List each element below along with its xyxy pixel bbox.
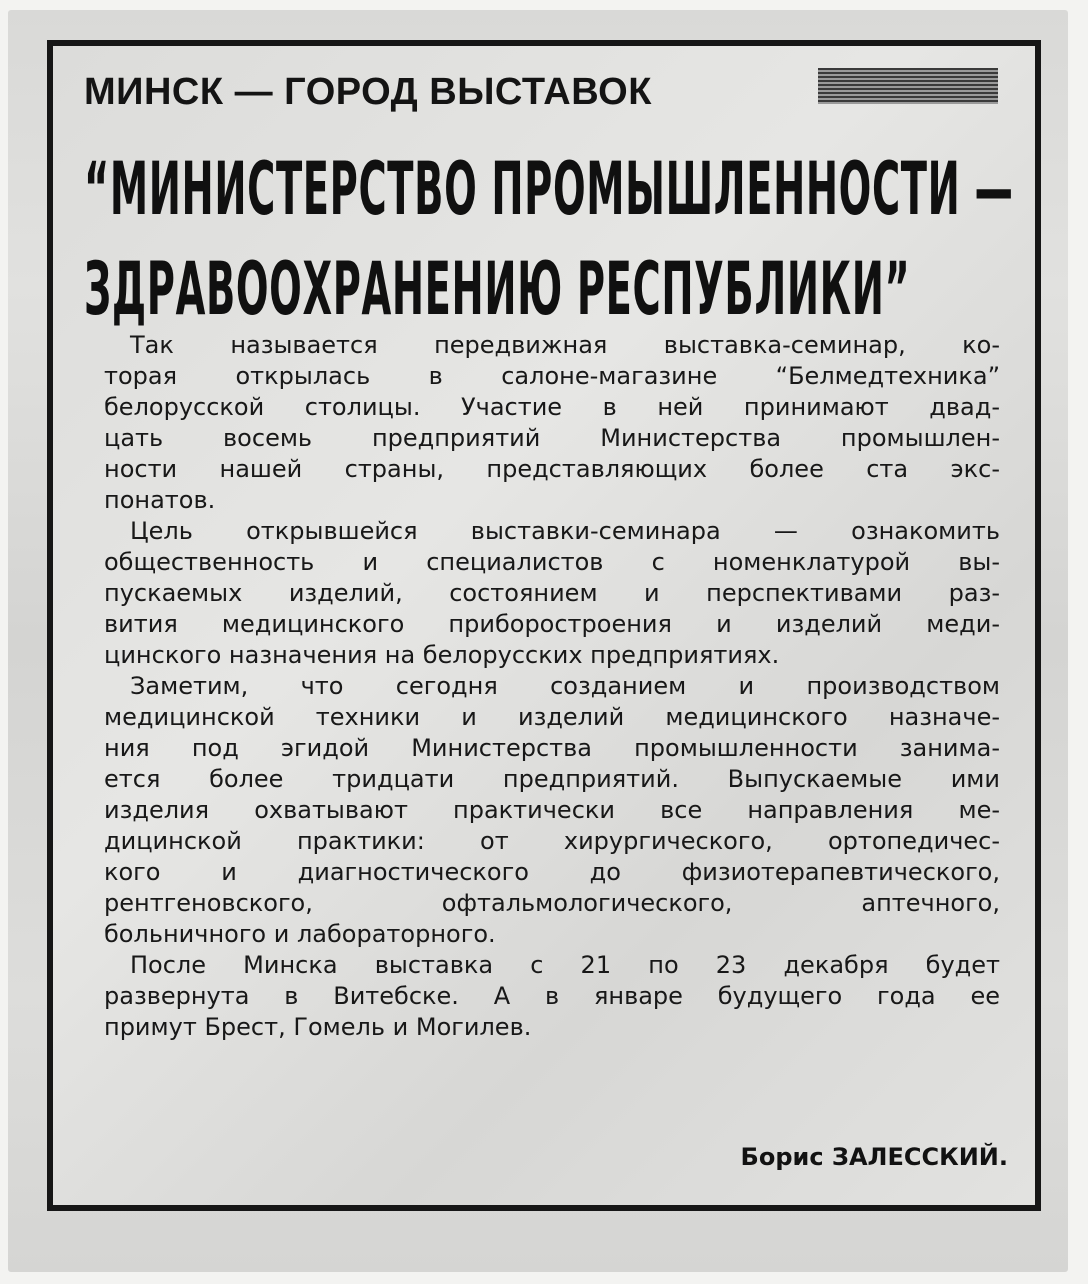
text-line: Так называется передвижная выставка-семинар, ко- — [130, 331, 1000, 359]
text-line: вития медицинского приборостроения и изделий меди- — [104, 610, 1000, 638]
text-line: медицинской техники и изделий медицинского назначе- — [104, 703, 1000, 731]
text-line: общественность и специалистов с номенклатурой вы- — [104, 548, 1000, 576]
text-line: пускаемых изделий, состоянием и перспективами раз- — [104, 579, 1000, 607]
paragraph-3 — [104, 671, 1000, 950]
headline-line-1: “МИНИСТЕРСТВО ПРОМЫШЛЕННОСТИ — — [84, 145, 1014, 232]
text-line: развернута в Витебске. А в январе будущего года ее — [104, 982, 1000, 1010]
text-line: После Минска выставка с 21 по 23 декабря будет — [130, 951, 1000, 979]
text-line: Заметим, что сегодня созданием и производством — [130, 672, 1000, 700]
text-line: рентгеновского, офтальмологического, аптечного, — [104, 889, 1000, 917]
paragraph-4 — [104, 950, 1000, 1043]
text-line: цать восемь предприятий Министерства промышлен- — [104, 424, 1000, 452]
headline-line-2: ЗДРАВООХРАНЕНИЮ РЕСПУБЛИКИ” — [84, 245, 911, 332]
paragraph-2 — [104, 516, 1000, 671]
text-line: торая открылась в салоне-магазине “Белмедтехника” — [104, 362, 1000, 390]
rubric-title: МИНСК — ГОРОД ВЫСТАВОК — [84, 71, 652, 113]
author-signature: Борис ЗАЛЕССКИЙ. — [740, 1143, 1008, 1171]
text-line: понатов. — [104, 486, 216, 514]
text-line: изделия охватывают практически все направления ме- — [104, 796, 1000, 824]
text-line: дицинской практики: от хирургического, ортопедичес- — [104, 827, 1000, 855]
text-line: кого и диагностического до физиотерапевтического, — [104, 858, 1000, 886]
text-line: ется более тридцати предприятий. Выпускаемые ими — [104, 765, 1000, 793]
text-line: ния под эгидой Министерства промышленности занима- — [104, 734, 1000, 762]
article-body — [104, 330, 1000, 1043]
paragraph-1 — [104, 330, 1000, 516]
text-line: примут Брест, Гомель и Могилев. — [104, 1013, 532, 1041]
rubric-rule-decoration — [818, 68, 998, 104]
text-line: ности нашей страны, представляющих более ста экс- — [104, 455, 1000, 483]
text-line: цинского назначения на белорусских предприятиях. — [104, 641, 780, 669]
text-line: больничного и лабораторного. — [104, 920, 496, 948]
text-line: Цель открывшейся выставки-семинара — ознакомить — [130, 517, 1000, 545]
text-line: белорусской столицы. Участие в ней принимают двад- — [104, 393, 1000, 421]
